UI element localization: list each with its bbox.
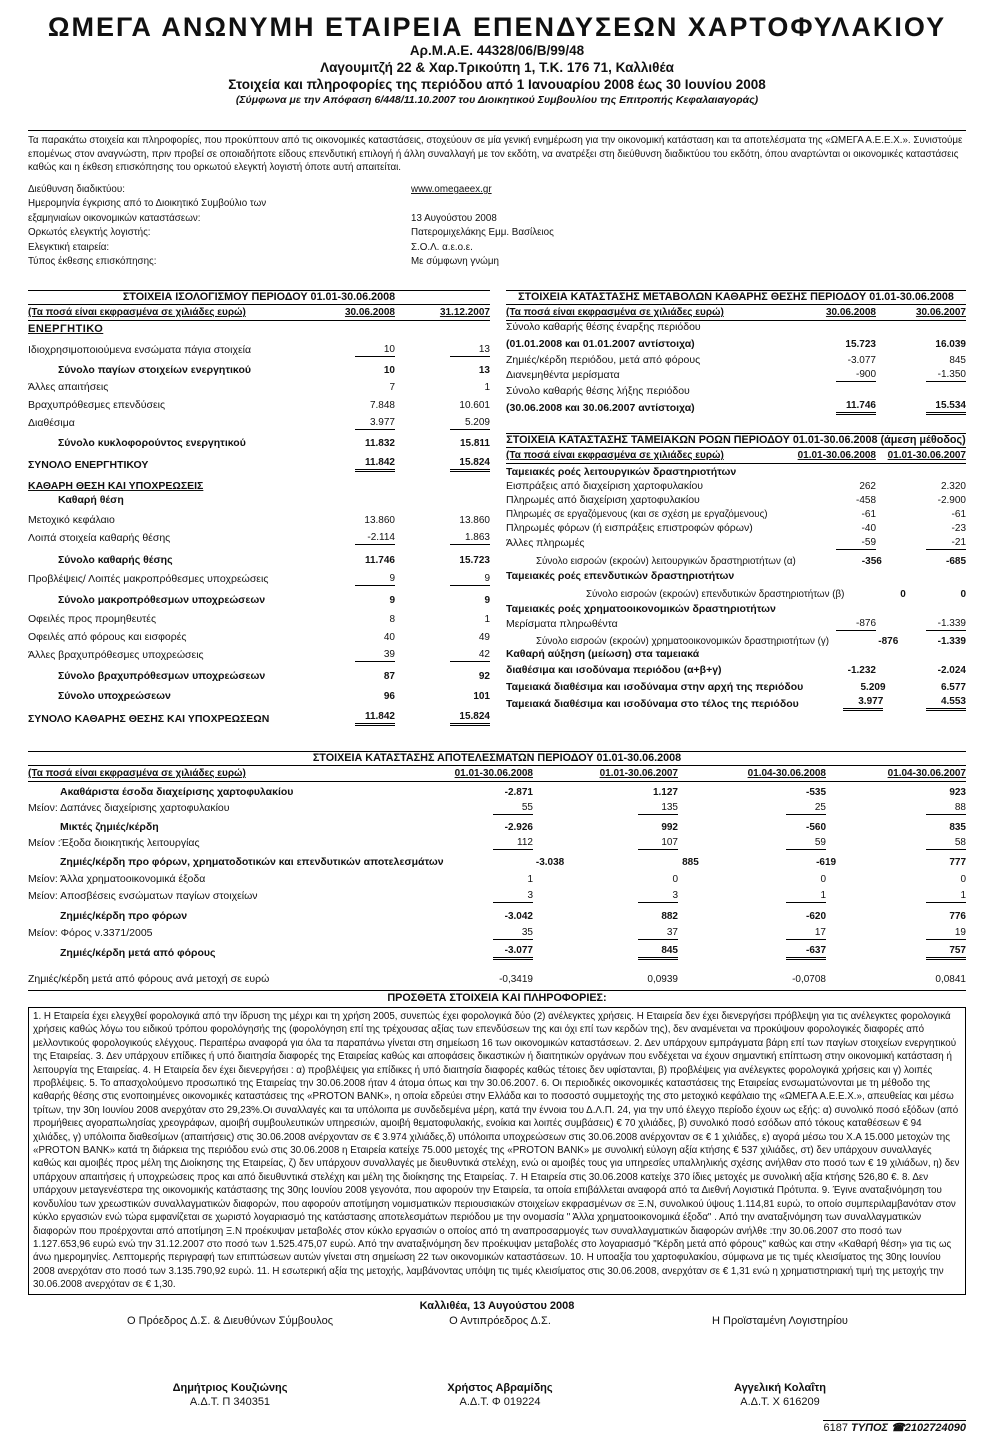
row-value: 15.723 — [845, 338, 876, 350]
table-row — [28, 815, 966, 834]
signatory-id: Α.Δ.Τ. Φ 019224 — [459, 1396, 541, 1408]
table-row — [28, 644, 490, 662]
row-label: Πληρωμές σε εργαζόμενους (και σε σχέση με εργαζόμενους) — [506, 509, 768, 521]
table-row — [506, 583, 966, 601]
row-label: Σύνολο παγίων στοιχείων ενεργητικού — [58, 364, 251, 377]
row-label: Εισπράξεις από διαχείριση χαρτοφυλακίου — [506, 480, 704, 493]
row-label: Σύνολο βραχυπρόθεσμων υποχρεώσεων — [58, 670, 266, 683]
row-label: Σύνολο υποχρεώσεων — [58, 690, 171, 703]
row-label: Καθαρή αύξηση (μείωση) στα ταμειακά — [506, 648, 700, 661]
signature-role: Η Προϊσταμένη Λογιστηρίου — [712, 1315, 848, 1327]
table-row — [506, 334, 966, 351]
row-value: -2.871 — [504, 786, 533, 798]
row-value: 845 — [949, 354, 966, 366]
table-row — [28, 586, 490, 607]
company-address: Λαγουμιτζή 22 & Χαρ.Τρικούπη 1, Τ.Κ. 176 71, Καλλιθέα — [320, 60, 674, 75]
table-row — [506, 535, 966, 550]
row-value: 15.824 — [395, 457, 490, 472]
row-value: 40 — [383, 631, 395, 643]
row-value: 37 — [533, 927, 678, 940]
table-row — [506, 367, 966, 382]
table-row — [506, 616, 966, 631]
intro-paragraph: Τα παρακάτω στοιχεία και πληροφορίες, που προκύπτουν από τις οικονομικές καταστάσεις, στοχεύουν σε μία γενική ενημέρωση για την οικονομική κατάσταση και τα αποτελέσματα της «ΩΜΕΓΑ Α.Ε.Ε.Χ.». Συνιστούμε επομένως στον αναγνώστη, πριν προβεί σε οποιαδήποτε είδους επενδυτική επιλογή ή άλλη συναλλαγή με τον εκδότη, να ανατρέξει στη διεύθυνση διαδικτύου του εκδότη, όπου αναρτώνται οι οικονομικές καταστάσεις καθώς και η έκθεση επισκόπησης του ορκωτού ελεγκτή λογιστή όποτε αυτή απαιτείται. — [28, 135, 963, 173]
row-label: Μικτές ζημιές/κέρδη — [60, 821, 159, 834]
row-label: Ιδιοχρησιμοποιούμενα ενσώματα πάγια στοιχεία — [28, 344, 252, 357]
row-label: Σύνολο εισροών (εκροών) λειτουργικών δραστηριοτήτων (α) — [536, 556, 796, 568]
row-value: 35 — [403, 927, 533, 940]
table-row — [28, 508, 490, 527]
table-row — [28, 377, 490, 394]
row-value: -61 — [951, 508, 966, 520]
row-value: 757 — [826, 945, 966, 960]
row-label: Ζημιές/κέρδη μετά από φόρους — [60, 947, 216, 960]
row-value: 7 — [389, 381, 395, 393]
row-value: 7.848 — [369, 399, 395, 411]
row-label: Σύνολο καθαρής θέσης λήξης περιόδου — [506, 385, 690, 398]
row-value: -21 — [876, 537, 966, 550]
row-value: 1 — [826, 890, 966, 903]
row-value: -1.350 — [876, 369, 966, 382]
table-row — [28, 683, 490, 703]
row-label: Μείον :Έξοδα διοικητικής λειτουργίας — [28, 837, 200, 850]
company-name: ΩΜΕΓΑ ΑΝΩΝΥΜΗ ΕΤΑΙΡΕΙΑ ΕΠΕΝΔΥΣΕΩΝ ΧΑΡΤΟΦΥΛΑΚΙΟΥ — [47, 12, 947, 42]
row-label: Σύνολο εισροών (εκροών) χρηματοοικονομικών δραστηριοτήτων (γ) — [536, 636, 830, 648]
row-value: 3 — [533, 890, 678, 903]
row-value: 3.977 — [313, 417, 395, 430]
table-row — [28, 450, 490, 472]
table-row — [28, 799, 966, 815]
row-value: 9 — [395, 573, 490, 586]
website-link[interactable]: www.omegaeex.gr — [411, 184, 492, 195]
row-value: 0 — [900, 588, 906, 600]
row-label: Λοιπά στοιχεία καθαρής θέσης — [28, 532, 171, 545]
row-label: διαθέσιμα και ισοδύναμα περιόδου (α+β+γ) — [506, 664, 722, 677]
row-label: Ταμειακές ροές χρηματοοικονομικών δραστηριοτήτων — [506, 603, 776, 616]
row-label: Πληρωμές φόρων (ή εισπράξεις επιστροφών φόρων) — [506, 522, 753, 535]
row-value: 58 — [826, 837, 966, 850]
row-label: Προβλέψεις/ Λοιπές μακροπρόθεσμες υποχρεώσεις — [28, 573, 269, 586]
row-value: 0 — [960, 588, 966, 600]
row-label: (30.06.2008 και 30.06.2007 αντίστοιχα) — [506, 402, 695, 415]
signatory-name: Δημήτριος Κουζιώνης — [172, 1382, 288, 1394]
row-value: -620 — [805, 910, 826, 922]
row-label: Ακαθάριστα έσοδα διαχείρισης χαρτοφυλακίου — [60, 786, 294, 799]
table-row — [28, 850, 966, 869]
signatory-id: Α.Δ.Τ. Π 340351 — [189, 1396, 271, 1408]
table-row — [28, 394, 490, 412]
table-row — [28, 338, 490, 357]
row-value — [784, 571, 876, 583]
row-value: 10.601 — [459, 399, 490, 411]
income-title: ΣΤΟΙΧΕΙΑ ΚΑΤΑΣΤΑΣΗΣ ΑΠΟΤΕΛΕΣΜΑΤΩΝ ΠΕΡΙΟΔΟΥ 01.01-30.06.2008 — [28, 751, 966, 766]
row-value: 4.553 — [883, 696, 966, 711]
row-label: Διαθέσιμα — [28, 417, 75, 430]
row-value: 88 — [826, 802, 966, 815]
table-row — [28, 886, 966, 903]
row-value: 15.811 — [459, 437, 490, 449]
table-row — [506, 661, 966, 677]
table-row — [28, 940, 966, 960]
row-value: 15.534 — [876, 400, 966, 415]
section-heading: Καθαρή θέση — [58, 494, 124, 506]
row-value: 11.832 — [364, 437, 395, 449]
signature-role: Ο Πρόεδρος Δ.Σ. & Διευθύνων Σύμβουλος — [126, 1315, 334, 1327]
table-row — [28, 545, 490, 567]
row-label: ΣΥΝΟΛΟ ΕΝΕΡΓΗΤΙΚΟΥ — [28, 459, 149, 472]
row-label: Άλλες απαιτήσεις — [28, 381, 109, 394]
row-label: Ταμειακά διαθέσιμα και ισοδύναμα στο τέλος της περιόδου — [506, 698, 799, 711]
row-value: 776 — [949, 910, 966, 922]
row-label: Διανεμηθέντα μερίσματα — [506, 369, 620, 382]
row-value: 1 — [527, 873, 533, 885]
table-row — [28, 869, 966, 886]
table-row — [506, 479, 966, 493]
row-label: Σύνολο μακροπρόθεσμων υποχρεώσεων — [58, 594, 266, 607]
row-value: 845 — [533, 945, 678, 960]
row-value: 992 — [661, 821, 678, 833]
row-value: 15.824 — [395, 711, 490, 726]
row-value — [806, 386, 876, 398]
table-row — [506, 507, 966, 521]
row-label: Άλλες πληρωμές — [506, 537, 585, 550]
row-value: 885 — [682, 856, 699, 868]
row-label: Μείον: Άλλα χρηματοοικονομικά έξοδα — [28, 873, 206, 886]
row-value: 777 — [949, 856, 967, 868]
row-value: 9 — [313, 573, 395, 586]
row-value: -61 — [861, 508, 876, 520]
row-value: 9 — [484, 594, 490, 606]
row-value: -0,3419 — [499, 973, 533, 985]
row-value — [876, 649, 966, 661]
table-row — [28, 923, 966, 940]
row-value — [784, 649, 876, 661]
row-value — [876, 467, 966, 479]
table-row — [506, 464, 966, 479]
row-value: -2.900 — [937, 494, 966, 506]
balance-title: ΣΤΟΙΧΕΙΑ ΙΣΟΛΟΓΙΣΜΟΥ ΠΕΡΙΟΔΟΥ 01.01-30.06.2008 — [28, 290, 490, 305]
info-row: εξαμηνιαίων οικονομικών καταστάσεων: 13 Αυγούστου 2008 — [28, 212, 497, 224]
row-value — [876, 571, 966, 583]
row-label: Άλλες βραχυπρόθεσμες υποχρεώσεις — [28, 649, 204, 662]
row-value: 107 — [533, 837, 678, 850]
table-row — [28, 626, 490, 644]
row-value: -40 — [861, 522, 876, 534]
company-info — [28, 184, 648, 270]
row-value: -1.339 — [876, 618, 966, 631]
row-value: -900 — [806, 369, 876, 382]
row-value: 11.842 — [313, 457, 395, 472]
row-value — [876, 386, 966, 398]
row-value: -3.038 — [535, 856, 565, 868]
row-value: 11.842 — [313, 711, 395, 726]
row-label: Ζημιές/κέρδη μετά από φόρους ανά μετοχή σε ευρώ — [28, 973, 270, 986]
row-label: Ζημιές/κέρδη προ φόρων — [60, 910, 188, 923]
table-row — [28, 607, 490, 626]
table-row — [28, 527, 490, 545]
table-row — [506, 398, 966, 415]
row-label: Σύνολο καθαρής θέσης — [58, 554, 173, 567]
phone-number: ☎2102724090 — [891, 1421, 966, 1434]
row-value: -0,0708 — [792, 973, 826, 985]
row-value — [806, 322, 876, 334]
publisher-footer — [823, 1420, 966, 1435]
row-value: -23 — [951, 522, 966, 534]
row-value: 0 — [960, 873, 966, 885]
row-value: -2.024 — [937, 664, 966, 676]
row-label: Μείον: Αποσβέσεις ενσώματων παγίων στοιχείων — [28, 890, 258, 903]
row-value: 5.209 — [860, 681, 886, 693]
row-value: 882 — [661, 910, 678, 922]
row-value: 1 — [484, 381, 490, 393]
section-heading: ΚΑΘΑΡΗ ΘΕΣΗ ΚΑΙ ΥΠΟΧΡΕΩΣΕΙΣ — [28, 480, 204, 492]
row-value: 87 — [383, 670, 395, 682]
row-value: -356 — [861, 555, 882, 567]
row-value: 0,0841 — [935, 973, 966, 985]
row-value: -2.114 — [313, 532, 395, 545]
row-label: Σύνολο εισροών (εκροών) επενδυτικών δραστηριοτήτων (β) — [586, 589, 845, 601]
row-value: 55 — [403, 802, 533, 815]
row-value: 923 — [949, 786, 966, 798]
row-value: 1 — [678, 890, 826, 903]
row-label: (01.01.2008 και 01.01.2007 αντίστοιχα) — [506, 338, 695, 351]
row-value: 112 — [403, 837, 533, 850]
row-value: 11.746 — [364, 554, 395, 566]
registration-number: Αρ.Μ.Α.Ε. 44328/06/B/99/48 — [409, 43, 585, 58]
row-value: 49 — [478, 631, 490, 643]
balance-sheet — [28, 290, 490, 726]
cash-header: (Τα ποσά είναι εκφρασμένα σε χιλιάδες ευρώ) 01.01-30.06.2008 01.01-30.06.2007 — [506, 448, 966, 464]
row-label: Μετοχικό κεφάλαιο — [28, 514, 115, 527]
row-value — [876, 322, 966, 334]
row-label: Ταμειακές ροές επενδυτικών δραστηριοτήτων — [506, 570, 735, 583]
row-value: -619 — [816, 856, 837, 868]
table-row — [506, 568, 966, 583]
table-row — [28, 903, 966, 923]
signatory-name: Χρήστος Αβραμίδης — [447, 1382, 553, 1394]
cash-title: ΣΤΟΙΧΕΙΑ ΚΑΤΑΣΤΑΣΗΣ ΤΑΜΕΙΑΚΩΝ ΡΟΩΝ ΠΕΡΙΟΔΟΥ 01.01-30.06.2008 (άμεση μέθοδος) — [506, 434, 966, 446]
table-row — [506, 677, 966, 694]
row-value: 15.723 — [459, 554, 490, 566]
row-value: 10 — [313, 344, 395, 357]
info-row: Διεύθυνση διαδικτύου: www.omegaeex.gr — [28, 184, 648, 198]
row-value: -637 — [678, 945, 826, 960]
header — [0, 12, 994, 107]
table-row — [28, 782, 966, 799]
table-row — [28, 357, 490, 377]
table-row — [506, 521, 966, 535]
row-value: 0,0939 — [647, 973, 678, 985]
row-value: 5.209 — [395, 417, 490, 430]
row-label: Ζημιές/κέρδη περιόδου, μετά από φόρους — [506, 354, 701, 367]
row-value — [876, 604, 966, 616]
decision-reference: (Σύμφωνα με την Απόφαση 6/448/11.10.2007 του Διοικητικού Συμβουλίου της Επιτροπής Κεφαλαιαγοράς) — [235, 94, 759, 106]
row-value — [784, 604, 876, 616]
info-row: Ορκωτός ελεγκτής λογιστής: Πατερομιχελάκης Εμμ. Βασίλειος — [28, 227, 554, 239]
row-label: Οφειλές από φόρους και εισφορές — [28, 631, 187, 644]
balance-header: (Τα ποσά είναι εκφρασμένα σε χιλιάδες ευρώ) 30.06.2008 31.12.2007 — [28, 305, 490, 321]
row-value: -2.926 — [504, 821, 533, 833]
row-value: 2.320 — [940, 480, 966, 492]
row-label: ΣΥΝΟΛΟ ΚΑΘΑΡΗΣ ΘΕΣΗΣ ΚΑΙ ΥΠΟΧΡΕΩΣΕΩΝ — [28, 713, 270, 726]
row-value: -535 — [805, 786, 826, 798]
table-row — [506, 550, 966, 568]
row-value: -876 — [784, 618, 876, 631]
row-value: 135 — [533, 802, 678, 815]
table-row — [506, 631, 966, 648]
row-value — [784, 467, 876, 479]
row-value: -3.077 — [847, 354, 876, 366]
row-value: 101 — [473, 690, 490, 702]
header-divider — [28, 130, 966, 131]
row-value: 39 — [313, 649, 395, 662]
row-label: Ζημιές/κέρδη προ φόρων, χρηματοδοτικών και επενδυτικών αποτελεσμάτων — [60, 856, 444, 869]
table-row — [506, 493, 966, 507]
row-value: 42 — [395, 649, 490, 662]
row-value: 1.863 — [395, 532, 490, 545]
row-label: Σύνολο καθαρής θέσης έναρξης περιόδου — [506, 321, 701, 334]
equity-header: (Τα ποσά είναι εκφρασμένα σε χιλιάδες ευρώ) 30.06.2008 30.06.2007 — [506, 305, 966, 321]
row-value: 13.860 — [459, 514, 490, 526]
row-value: -1.232 — [847, 664, 876, 676]
row-label: Μερίσματα πληρωθέντα — [506, 618, 618, 631]
row-label: Οφειλές προς προμηθευτές — [28, 613, 157, 626]
table-row — [28, 567, 490, 586]
row-value: 1.127 — [652, 786, 678, 798]
row-value: 8 — [389, 613, 395, 625]
row-value: 9 — [389, 594, 395, 606]
row-value: 13 — [478, 364, 490, 376]
row-value: 96 — [383, 690, 395, 702]
row-value: 13 — [395, 344, 490, 357]
table-row — [28, 703, 490, 726]
row-value: 19 — [826, 927, 966, 940]
equity-changes — [506, 290, 966, 415]
row-value: 13.860 — [364, 514, 395, 526]
row-label: Ταμειακές ροές λειτουργικών δραστηριοτήτων — [506, 466, 737, 479]
row-label: Μείον: Δαπάνες διαχείρισης χαρτοφυλακίου — [28, 802, 230, 815]
table-row — [506, 382, 966, 398]
row-value: 835 — [949, 821, 966, 833]
table-row — [28, 662, 490, 683]
publisher-logo: ΤΥΠΟΣ — [851, 1421, 889, 1434]
row-value: -560 — [805, 821, 826, 833]
info-row: Ελεγκτική εταιρεία: Σ.Ο.Λ. α.ε.ο.ε. — [28, 241, 473, 253]
income-statement — [28, 751, 966, 986]
notes-body: 1. Η Εταιρεία έχει ελεγχθεί φορολογικά από την ίδρυση της μέχρι και τη χρήση 2005, συνεπώς έχει φορολογικά δύο (2) ανέλεγκτες χρήσεις. Η Εταιρεία δεν έχει διενεργήσει πρόβλεψη για τις ανέλεγκτες φορολογικά χρήσεις καθώς λόγω του ειδικού τρόπου φορολόγησής της (φορολόγηση επί της τρέχουσας αξίας των επενδύσεων της και όχι επί των κερδών της), δεν αναμένεται να προκύψουν φορολογικές διαφορές από μελλοντικούς φορολογικούς ελέγχους. Περαιτέρω αναφορά για όλα τα παραπάνω γίνεται στη σημείωση 16 των οικονομικών καταστάσεων. 2. Δεν υπάρχουν εμπράγματα βάρη επί των παγίων στοιχείων ενεργητικού της Εταιρείας. 3. Δεν υπάρχουν επίδικες ή υπό διαιτησία διαφορές της Εταιρείας καθώς και αποφάσεις δικαστικών ή διαιτητικών οργάνων που ενδέχεται να έχουν σημαντική επίπτωση στην οικονομική κατάσταση ή λειτουργία της Εταιρείας. 4. Η Εταιρεία δεν έχει διενεργήσει : α) προβλέψεις για επίδικες ή υπό διαιτησία διαφορές καθώς τέτοιες δεν υφίστανται, β) προβλέψεις για ανέλεγκτες φορολογικά χρήσεις και γ) λοιπές προβλέψεις. 5. Το απασχολούμενο προσωπικό της Εταιρείας την 30.06.2008 ήταν 4 άτομα όπως και την 30.06.2007. 6. Οι περιοδικές οικονομικές καταστάσεις της Εταιρείας ενσωματώνονται με τη μέθοδο της καθαρής θέσης στις ενοποιημένες οικονομικές καταστάσεις της «PROTON BANK», η οποία εδρεύει στην Ελλάδα και το ποσοστό συμμετοχής της στο μετοχικό κεφάλαιο της «ΩΜΕΓΑ Α.Ε.Ε.Χ.», απευθείας και μέσω τρίτων, την 30η Ιουνίου 2008 ανερχόταν στο 29,23%.Οι συναλλαγές και τα υπόλοιπα με συνδεδεμένα μέρη, κατά την έννοια του Δ.Λ.Π. 24, για την υπό έλεγχο περίοδο έχουν ως εξής: α) συνολικό ποσό εξόδων (από προμήθειες αγοραπωλησίας χρεογράφων, αμοιβή συμβουλευτικών υπηρεσιών, αμοιβή θεματοφυλακής, ενοίκια και λοιπές συμβάσεις) € 70 χιλιάδες, β) συνολικό ποσό εσόδων από τόκους καταθέσεων € 94 χιλιάδες, γ) υπόλοιπα διαθεσίμων (απαιτήσεις) στις 30.06.2008 ανέρχονταν σε € 3.974 χιλιάδες,δ) υπόλοιπα υποχρεώσεων στις 30.06.2008 ανέρχονταν σε € 1 χιλιάδες, ε) αγορά μέσω του Χ.Α 15.000 μετοχών της «PROTON BANK» κατά τη διάρκεια της περιόδου ενώ στις 30.06.2008 η Εταιρεία κατείχε 75.000 μετοχές της «PROTON BANK» με συνολική εύλογη αξία κτήσης € 537 χιλιάδες, στ) δεν υπάρχουν συναλλαγές καθώς και αμοιβές προς μέλη της Διοίκησης της Εταιρείας, ζ) δεν υπάρχουν συναλλαγές με διευθυντικά στελέχη, ενώ οι αμοιβές τους για υπηρεσίες υπαλληλικής σχέσης ανήλθαν στο ποσό των € 19 χιλιάδων, η) δεν υπάρχουν απαιτήσεις ή υποχρεώσεις προς και από διευθυντικά στελέχη και μέλη της διοίκησης της Εταιρείας. 7. Η Εταιρεία στις 30.06.2008 κατείχε 370 ίδιες μετοχές με συνολική αξία κτήσης 526,80 €. 8. Δεν υπάρχουν μεταγενέστερα της οικονομικής κατάστασης της 30ης Ιουνίου 2008 γεγονότα, που αφορούν την Εταιρεία, τα οποία επιβάλλεται αναφορά από τα Διεθνή Λογιστικά Πρότυπα. 9. Έγινε αναταξινόμηση του κονδυλίου των χρεωστικών συναλλαγματικών διαφορών, που αφορούν αποτίμηση νομισματικών περιουσιακών στοιχείων εκφρασμένων σε Ξ.Ν, συνολικού ύψους 1.114,81 ευρώ, το οποίο συμπεριλαμβανόταν στον κύκλο εργασιών ενώ τώρα εμφανίζεται σε χωριστό λογαριασμό της κατάστασης αποτελεσμάτων περιόδου με την ονομασία " Άλλα χρηματοοικονομικά έξοδα" . Από την αναταξινόμηση των συναλλαγματικών διαφορών που προέρχονται από αποτίμηση Ξ.Ν προέκυψαν μεταβολές στον κύκλο εργασιών ο οποίος από τη αναπροσαρμογές των συναλλαγματικών διαφορών ανήλθε :την 30.06.2007 στο ποσό των 1.127.653,96 ευρώ ενώ την 31.12.2007 στο ποσό των 1.525.475,07 ευρώ. Από την αναταξινόμηση δεν προέκυψαν μεταβολές στο λογαριασμό "Κέρδη μετά από φόρους" καθώς και στην «Καθαρή θέση» για τις ως άνω ημερομηνίες. Λεπτομερής περιγραφή των επιπτώσεων αυτών γίνεται στη σημείωση 22 των οικονομικών καταστάσεων. 10. Η υποαξία του χαρτοφυλακίου, σύμφωνα με τις τιμές κλεισίματος της 30ης Ιουνίου 2008 ανερχόταν στο ποσό των 3.135.790,92 ευρώ. 11. Η εσωτερική αξία της μετοχής, λαμβάνοντας υπόψη τις τιμές κλεισίματος στις 30.06.2008, ανερχόταν σε € 1,31 ενώ η χρηματιστηριακή τιμή της μετοχής την 30.06.2008 ανερχόταν σε € 1,30. — [28, 1007, 966, 1295]
table-row — [506, 648, 966, 661]
cash-flow — [506, 433, 966, 711]
equity-title: ΣΤΟΙΧΕΙΑ ΚΑΤΑΣΤΑΣΗΣ ΜΕΤΑΒΟΛΩΝ ΚΑΘΑΡΗΣ ΘΕΣΗΣ ΠΕΡΙΟΔΟΥ 01.01-30.06.2008 — [506, 290, 966, 305]
row-value: 0 — [672, 873, 678, 885]
info-row: Τύπος έκθεσης επισκόπησης: Με σύμφωνη γνώμη — [28, 255, 499, 267]
info-row: Ημερομηνία έγκρισης από το Διοικητικό Συμβούλιο των — [28, 198, 267, 210]
row-value: 0 — [820, 873, 826, 885]
row-value: 262 — [859, 480, 876, 492]
table-row — [28, 834, 966, 850]
table-row — [506, 694, 966, 711]
table-row — [506, 351, 966, 367]
table-row — [28, 430, 490, 450]
row-value: -1.339 — [937, 635, 966, 647]
row-label: Σύνολο κυκλοφορούντος ενεργητικού — [58, 437, 246, 450]
row-label: Μείον: Φόρος ν.3371/2005 — [28, 927, 153, 940]
row-value: -3.077 — [403, 945, 533, 960]
table-row — [506, 601, 966, 616]
signature-role: Ο Αντιπρόεδρος Δ.Σ. — [449, 1315, 551, 1327]
row-value: 1 — [484, 613, 490, 625]
row-value: -685 — [945, 555, 966, 567]
row-value: 16.039 — [935, 338, 966, 350]
section-heading: ΕΝΕΡΓΗΤΙΚΟ — [28, 323, 104, 335]
table-row — [28, 960, 966, 986]
signatory-name: Αγγελική Κολαΐτη — [734, 1382, 826, 1394]
row-value: 3 — [403, 890, 533, 903]
row-value: 6.577 — [940, 681, 966, 693]
row-value: -3.042 — [504, 910, 533, 922]
income-header: (Τα ποσά είναι εκφρασμένα σε χιλιάδες ευρώ) 01.01-30.06.2008 01.01-30.06.2007 01.04-30.06.2008 01.04-30.06.2007 — [28, 766, 966, 782]
table-row — [506, 321, 966, 334]
row-value: 10 — [383, 364, 395, 376]
row-value: -876 — [878, 635, 899, 647]
row-value: -59 — [784, 537, 876, 550]
signatory-id: Α.Δ.Τ. Χ 616209 — [740, 1396, 820, 1408]
notes-title: ΠΡΟΣΘΕΤΑ ΣΤΟΙΧΕΙΑ ΚΑΙ ΠΛΗΡΟΦΟΡΙΕΣ: — [28, 990, 966, 1006]
row-label: Πληρωμές από διαχείριση χαρτοφυλακίου — [506, 494, 700, 507]
row-value: 11.746 — [806, 400, 876, 415]
row-value: -458 — [855, 494, 876, 506]
row-label: Βραχυπρόθεσμες επενδύσεις — [28, 399, 166, 412]
row-value: 17 — [678, 927, 826, 940]
row-value: 59 — [678, 837, 826, 850]
period-title: Στοιχεία και πληροφορίες της περιόδου από 1 Ιανουαρίου 2008 έως 30 Ιουνίου 2008 — [228, 77, 766, 92]
place-date: Καλλιθέα, 13 Αυγούστου 2008 — [419, 1300, 575, 1312]
row-label: Ταμειακά διαθέσιμα και ισοδύναμα στην αρχή της περιόδου — [506, 681, 804, 694]
row-value: 25 — [678, 802, 826, 815]
row-value: 3.977 — [799, 696, 884, 711]
table-row — [28, 412, 490, 430]
row-value: 92 — [478, 670, 490, 682]
print-code: 6187 — [823, 1421, 848, 1434]
